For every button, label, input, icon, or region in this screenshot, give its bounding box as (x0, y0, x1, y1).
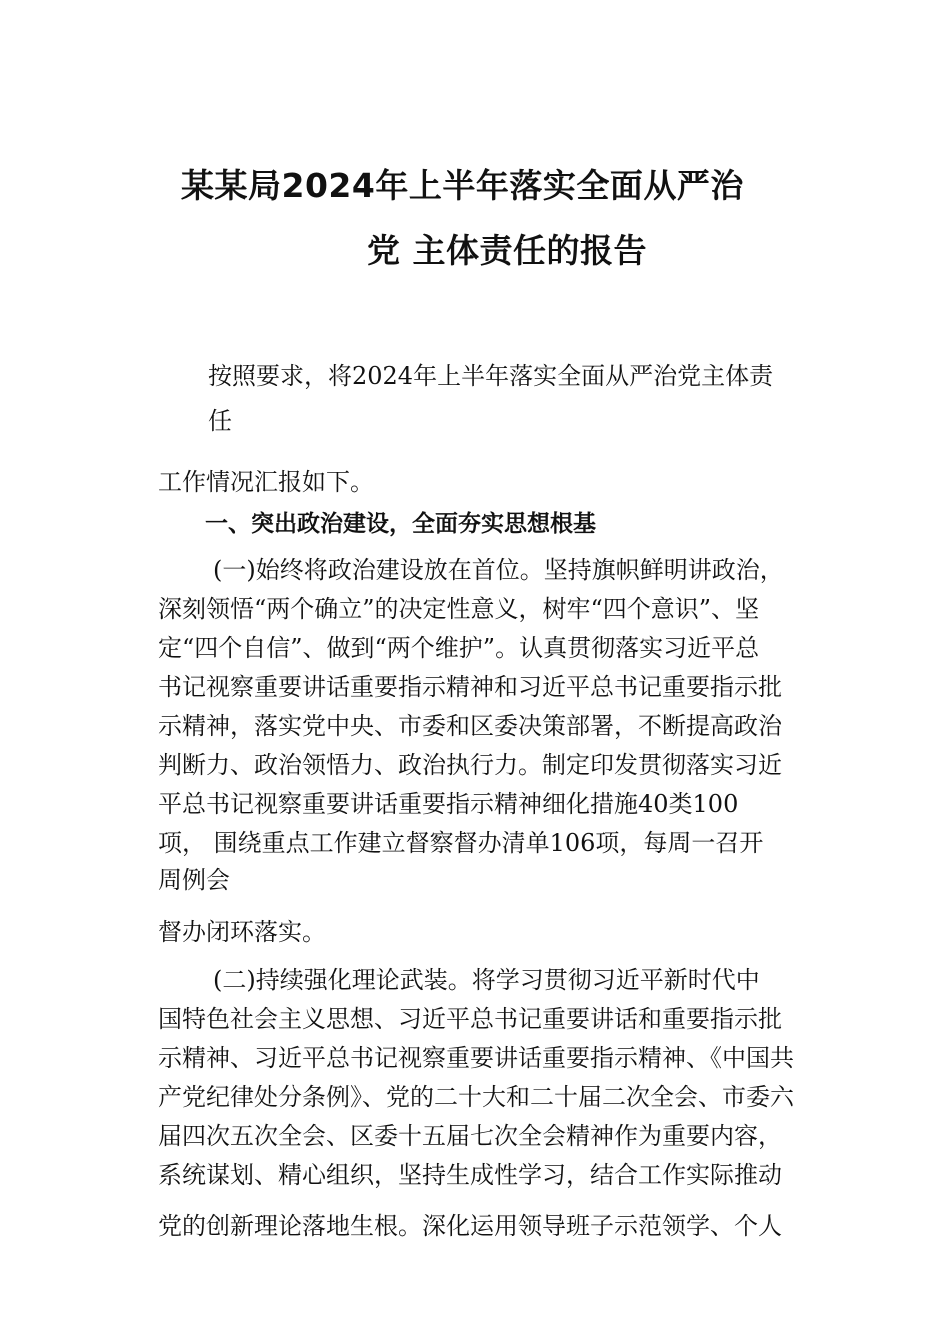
para1-line-5: 示精神，落实党中央、市委和区委决策部署，不断提高政治 (158, 712, 782, 740)
title-line-2: 党 主体责任的报告 (367, 231, 647, 270)
para1-line-2: 深刻领悟“两个确立”的决定性意义，树牢“四个意识”、坚 (158, 595, 760, 623)
para1-line-8: 项， 围绕重点工作建立督察督办清单106项，每周一召开 (158, 829, 764, 857)
para1-line-4: 书记视察重要讲话重要指示精神和习近平总书记重要指示批 (158, 673, 782, 701)
para1-line-3: 定“四个自信”、做到“两个维护”。认真贯彻落实习近平总 (158, 634, 760, 662)
intro-line-3: 工作情况汇报如下。 (158, 468, 374, 496)
para2-line-2: 国特色社会主义思想、习近平总书记重要讲话和重要指示批 (158, 1005, 782, 1033)
para2-line-5: 届四次五次全会、区委十五届七次全会精神作为重要内容， (158, 1122, 782, 1150)
para1-line-10: 督办闭环落实。 (158, 918, 326, 946)
para1-line-6: 判断力、政治领悟力、政治执行力。制定印发贯彻落实习近 (158, 751, 782, 779)
title-line-1: 某某局2024年上半年落实全面从严治 (181, 166, 744, 205)
para2-line-4: 产党纪律处分条例》、党的二十大和二十届二次全会、市委六 (158, 1083, 794, 1111)
para2-line-6: 系统谋划、精心组织，坚持生成性学习，结合工作实际推动 (158, 1161, 782, 1189)
para1-line-9: 周例会 (158, 866, 230, 894)
para2-line-1: (二)持续强化理论武装。将学习贯彻习近平新时代中 (213, 966, 760, 994)
intro-line-1: 按照要求，将2024年上半年落实全面从严治党主体责 (208, 362, 774, 390)
para1-line-7: 平总书记视察重要讲话重要指示精神细化措施40类100 (158, 790, 739, 818)
section-heading-1: 一、突出政治建设，全面夯实思想根基 (205, 511, 596, 537)
para1-line-1: (一)始终将政治建设放在首位。坚持旗帜鲜明讲政治， (213, 556, 784, 584)
intro-line-2: 任 (208, 407, 232, 435)
para2-line-3: 示精神、习近平总书记视察重要讲话重要指示精神、《中国共 (158, 1044, 794, 1072)
para2-line-7: 党的创新理论落地生根。深化运用领导班子示范领学、个人 (158, 1212, 782, 1240)
